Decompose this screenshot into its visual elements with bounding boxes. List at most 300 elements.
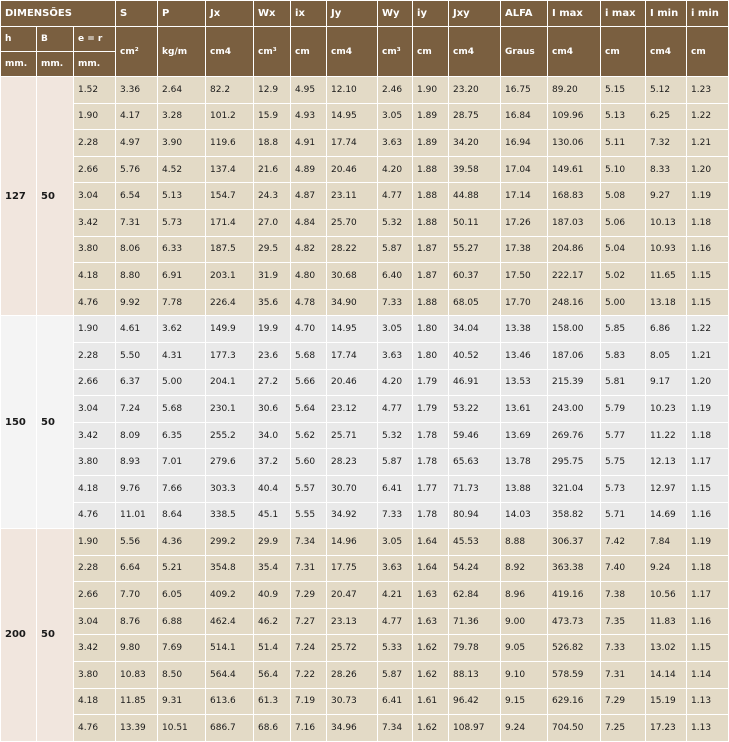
value-cell: 14.95 (327, 316, 377, 342)
value-cell: 8.33 (646, 157, 686, 183)
table-row (1, 210, 728, 236)
value-cell: 5.62 (291, 423, 326, 449)
value-cell: 6.86 (646, 316, 686, 342)
value-cell: 1.80 (413, 343, 448, 369)
value-cell: 4.80 (291, 263, 326, 289)
value-cell: 6.41 (378, 689, 412, 715)
value-cell: 303.3 (206, 476, 253, 502)
value-cell: 11.01 (116, 503, 157, 529)
value-cell: 7.69 (158, 635, 205, 661)
table-row (1, 423, 728, 449)
header-col-name: I min (646, 1, 686, 26)
value-cell: 514.1 (206, 635, 253, 661)
value-cell: 1.15 (687, 263, 728, 289)
value-cell: 8.88 (501, 529, 547, 555)
value-cell: 1.78 (413, 449, 448, 475)
value-cell: 1.88 (413, 157, 448, 183)
thickness-cell: 2.28 (74, 343, 115, 369)
value-cell: 53.22 (449, 396, 500, 422)
value-cell: 4.52 (158, 157, 205, 183)
value-cell: 11.85 (116, 689, 157, 715)
value-cell: 149.61 (548, 157, 600, 183)
value-cell: 10.23 (646, 396, 686, 422)
header-col-name: Jx (206, 1, 253, 26)
thickness-cell: 2.28 (74, 130, 115, 156)
value-cell: 3.63 (378, 556, 412, 582)
value-cell: 338.5 (206, 503, 253, 529)
value-cell: 2.64 (158, 77, 205, 103)
value-cell: 3.05 (378, 104, 412, 130)
thickness-cell: 3.80 (74, 449, 115, 475)
value-cell: 13.78 (501, 449, 547, 475)
value-cell: 14.14 (646, 662, 686, 688)
value-cell: 4.87 (291, 183, 326, 209)
header-col-unit: cm (601, 27, 645, 76)
value-cell: 7.27 (291, 609, 326, 635)
thickness-cell: 3.04 (74, 609, 115, 635)
value-cell: 16.84 (501, 104, 547, 130)
value-cell: 1.19 (687, 529, 728, 555)
value-cell: 23.11 (327, 183, 377, 209)
thickness-cell: 4.76 (74, 503, 115, 529)
value-cell: 4.21 (378, 582, 412, 608)
value-cell: 4.36 (158, 529, 205, 555)
value-cell: 89.20 (548, 77, 600, 103)
value-cell: 7.19 (291, 689, 326, 715)
value-cell: 7.33 (601, 635, 645, 661)
thickness-cell: 2.66 (74, 370, 115, 396)
header-col-unit: Graus (501, 27, 547, 76)
value-cell: 15.9 (254, 104, 290, 130)
table-row (1, 609, 728, 635)
value-cell: 16.75 (501, 77, 547, 103)
value-cell: 13.88 (501, 476, 547, 502)
value-cell: 3.63 (378, 343, 412, 369)
value-cell: 4.31 (158, 343, 205, 369)
header-h: h (1, 27, 36, 51)
value-cell: 13.69 (501, 423, 547, 449)
value-cell: 1.17 (687, 449, 728, 475)
value-cell: 34.90 (327, 290, 377, 316)
value-cell: 24.3 (254, 183, 290, 209)
thickness-cell: 4.76 (74, 290, 115, 316)
value-cell: 6.40 (378, 263, 412, 289)
table-row (1, 263, 728, 289)
thickness-cell: 4.18 (74, 689, 115, 715)
value-cell: 7.29 (601, 689, 645, 715)
value-cell: 6.37 (116, 370, 157, 396)
value-cell: 25.72 (327, 635, 377, 661)
value-cell: 187.06 (548, 343, 600, 369)
value-cell: 704.50 (548, 715, 600, 741)
value-cell: 14.96 (327, 529, 377, 555)
header-e: e = r (74, 27, 115, 51)
value-cell: 88.13 (449, 662, 500, 688)
value-cell: 7.78 (158, 290, 205, 316)
table-row (1, 449, 728, 475)
value-cell: 6.25 (646, 104, 686, 130)
value-cell: 30.6 (254, 396, 290, 422)
thickness-cell: 3.04 (74, 396, 115, 422)
value-cell: 187.03 (548, 210, 600, 236)
value-cell: 1.19 (687, 396, 728, 422)
value-cell: 6.91 (158, 263, 205, 289)
value-cell: 13.02 (646, 635, 686, 661)
value-cell: 9.05 (501, 635, 547, 661)
value-cell: 295.75 (548, 449, 600, 475)
table-row (1, 183, 728, 209)
header-col-unit: cm (413, 27, 448, 76)
value-cell: 23.12 (327, 396, 377, 422)
value-cell: 9.27 (646, 183, 686, 209)
value-cell: 14.69 (646, 503, 686, 529)
value-cell: 321.04 (548, 476, 600, 502)
value-cell: 564.4 (206, 662, 253, 688)
value-cell: 4.77 (378, 396, 412, 422)
value-cell: 4.77 (378, 609, 412, 635)
value-cell: 17.70 (501, 290, 547, 316)
value-cell: 7.38 (601, 582, 645, 608)
value-cell: 203.1 (206, 263, 253, 289)
header-unit-b: mm. (37, 52, 73, 76)
value-cell: 5.10 (601, 157, 645, 183)
value-cell: 5.08 (601, 183, 645, 209)
value-cell: 23.13 (327, 609, 377, 635)
value-cell: 3.28 (158, 104, 205, 130)
table-row (1, 582, 728, 608)
thickness-cell: 3.42 (74, 210, 115, 236)
value-cell: 23.6 (254, 343, 290, 369)
value-cell: 5.87 (378, 449, 412, 475)
table-row (1, 689, 728, 715)
value-cell: 13.38 (501, 316, 547, 342)
value-cell: 13.53 (501, 370, 547, 396)
value-cell: 12.9 (254, 77, 290, 103)
value-cell: 5.87 (378, 237, 412, 263)
value-cell: 5.55 (291, 503, 326, 529)
value-cell: 34.96 (327, 715, 377, 741)
thickness-cell: 2.66 (74, 582, 115, 608)
value-cell: 11.65 (646, 263, 686, 289)
value-cell: 306.37 (548, 529, 600, 555)
header-col-name: i min (687, 1, 728, 26)
value-cell: 5.85 (601, 316, 645, 342)
value-cell: 204.1 (206, 370, 253, 396)
value-cell: 5.06 (601, 210, 645, 236)
thickness-cell: 1.90 (74, 316, 115, 342)
value-cell: 5.21 (158, 556, 205, 582)
value-cell: 1.77 (413, 476, 448, 502)
value-cell: 7.24 (116, 396, 157, 422)
value-cell: 4.20 (378, 370, 412, 396)
table-row (1, 635, 728, 661)
value-cell: 215.39 (548, 370, 600, 396)
value-cell: 11.22 (646, 423, 686, 449)
value-cell: 54.24 (449, 556, 500, 582)
value-cell: 27.2 (254, 370, 290, 396)
table-row (1, 290, 728, 316)
table-row (1, 237, 728, 263)
value-cell: 40.4 (254, 476, 290, 502)
value-cell: 7.34 (291, 529, 326, 555)
value-cell: 109.96 (548, 104, 600, 130)
group-b-cell: 50 (37, 77, 73, 315)
value-cell: 8.96 (501, 582, 547, 608)
value-cell: 4.70 (291, 316, 326, 342)
value-cell: 5.02 (601, 263, 645, 289)
value-cell: 61.3 (254, 689, 290, 715)
header-col-unit: cm4 (327, 27, 377, 76)
value-cell: 7.01 (158, 449, 205, 475)
value-cell: 255.2 (206, 423, 253, 449)
value-cell: 187.5 (206, 237, 253, 263)
value-cell: 248.16 (548, 290, 600, 316)
value-cell: 1.63 (413, 582, 448, 608)
table-row (1, 343, 728, 369)
value-cell: 4.20 (378, 157, 412, 183)
value-cell: 6.33 (158, 237, 205, 263)
value-cell: 5.79 (601, 396, 645, 422)
value-cell: 299.2 (206, 529, 253, 555)
value-cell: 9.24 (646, 556, 686, 582)
table-row (1, 476, 728, 502)
value-cell: 1.64 (413, 529, 448, 555)
value-cell: 5.00 (601, 290, 645, 316)
value-cell: 130.06 (548, 130, 600, 156)
value-cell: 7.24 (291, 635, 326, 661)
value-cell: 19.9 (254, 316, 290, 342)
value-cell: 9.31 (158, 689, 205, 715)
value-cell: 1.88 (413, 210, 448, 236)
value-cell: 1.18 (687, 423, 728, 449)
header-col-unit: cm² (116, 27, 157, 76)
value-cell: 177.3 (206, 343, 253, 369)
value-cell: 46.2 (254, 609, 290, 635)
value-cell: 28.26 (327, 662, 377, 688)
value-cell: 1.90 (413, 77, 448, 103)
value-cell: 13.39 (116, 715, 157, 741)
value-cell: 1.78 (413, 423, 448, 449)
value-cell: 613.6 (206, 689, 253, 715)
value-cell: 4.84 (291, 210, 326, 236)
group-h-cell: 200 (1, 529, 36, 741)
value-cell: 8.05 (646, 343, 686, 369)
value-cell: 9.15 (501, 689, 547, 715)
value-cell: 1.87 (413, 263, 448, 289)
header-col-unit: cm4 (646, 27, 686, 76)
header-col-name: ix (291, 1, 326, 26)
value-cell: 1.80 (413, 316, 448, 342)
value-cell: 5.66 (291, 370, 326, 396)
value-cell: 10.13 (646, 210, 686, 236)
value-cell: 8.80 (116, 263, 157, 289)
value-cell: 101.2 (206, 104, 253, 130)
value-cell: 17.74 (327, 130, 377, 156)
value-cell: 5.76 (116, 157, 157, 183)
value-cell: 34.0 (254, 423, 290, 449)
value-cell: 68.05 (449, 290, 500, 316)
value-cell: 5.87 (378, 662, 412, 688)
header-col-unit: cm (291, 27, 326, 76)
value-cell: 20.47 (327, 582, 377, 608)
value-cell: 8.93 (116, 449, 157, 475)
value-cell: 4.93 (291, 104, 326, 130)
value-cell: 7.29 (291, 582, 326, 608)
value-cell: 8.50 (158, 662, 205, 688)
value-cell: 27.0 (254, 210, 290, 236)
value-cell: 25.71 (327, 423, 377, 449)
value-cell: 4.97 (116, 130, 157, 156)
value-cell: 226.4 (206, 290, 253, 316)
value-cell: 7.40 (601, 556, 645, 582)
value-cell: 7.22 (291, 662, 326, 688)
value-cell: 1.78 (413, 503, 448, 529)
header-col-unit: cm4 (449, 27, 500, 76)
thickness-cell: 1.90 (74, 529, 115, 555)
value-cell: 5.13 (158, 183, 205, 209)
value-cell: 28.22 (327, 237, 377, 263)
value-cell: 55.27 (449, 237, 500, 263)
value-cell: 20.46 (327, 157, 377, 183)
table-row (1, 529, 728, 555)
value-cell: 8.76 (116, 609, 157, 635)
value-cell: 50.11 (449, 210, 500, 236)
value-cell: 9.92 (116, 290, 157, 316)
value-cell: 4.95 (291, 77, 326, 103)
value-cell: 35.6 (254, 290, 290, 316)
value-cell: 5.04 (601, 237, 645, 263)
value-cell: 108.97 (449, 715, 500, 741)
value-cell: 5.33 (378, 635, 412, 661)
thickness-cell: 2.66 (74, 157, 115, 183)
value-cell: 462.4 (206, 609, 253, 635)
value-cell: 8.09 (116, 423, 157, 449)
value-cell: 10.83 (116, 662, 157, 688)
value-cell: 71.73 (449, 476, 500, 502)
value-cell: 7.31 (291, 556, 326, 582)
value-cell: 65.63 (449, 449, 500, 475)
value-cell: 79.78 (449, 635, 500, 661)
value-cell: 9.24 (501, 715, 547, 741)
value-cell: 358.82 (548, 503, 600, 529)
value-cell: 137.4 (206, 157, 253, 183)
value-cell: 3.63 (378, 130, 412, 156)
value-cell: 7.66 (158, 476, 205, 502)
value-cell: 7.35 (601, 609, 645, 635)
header-unit-e: mm. (74, 52, 115, 76)
value-cell: 5.83 (601, 343, 645, 369)
thickness-cell: 4.18 (74, 263, 115, 289)
value-cell: 4.77 (378, 183, 412, 209)
value-cell: 3.36 (116, 77, 157, 103)
value-cell: 12.10 (327, 77, 377, 103)
value-cell: 3.05 (378, 316, 412, 342)
value-cell: 3.90 (158, 130, 205, 156)
value-cell: 1.15 (687, 635, 728, 661)
header-col-unit: cm4 (206, 27, 253, 76)
value-cell: 17.26 (501, 210, 547, 236)
value-cell: 30.70 (327, 476, 377, 502)
value-cell: 34.20 (449, 130, 500, 156)
value-cell: 10.51 (158, 715, 205, 741)
value-cell: 154.7 (206, 183, 253, 209)
group-h-cell: 127 (1, 77, 36, 315)
value-cell: 5.75 (601, 449, 645, 475)
value-cell: 7.70 (116, 582, 157, 608)
value-cell: 25.70 (327, 210, 377, 236)
header-unit-h: mm. (1, 52, 36, 76)
value-cell: 1.20 (687, 157, 728, 183)
value-cell: 51.4 (254, 635, 290, 661)
value-cell: 279.6 (206, 449, 253, 475)
value-cell: 5.56 (116, 529, 157, 555)
table-row (1, 130, 728, 156)
value-cell: 1.79 (413, 370, 448, 396)
value-cell: 6.88 (158, 609, 205, 635)
value-cell: 17.14 (501, 183, 547, 209)
table-row (1, 157, 728, 183)
value-cell: 46.91 (449, 370, 500, 396)
thickness-cell: 1.90 (74, 104, 115, 130)
value-cell: 68.6 (254, 715, 290, 741)
value-cell: 9.76 (116, 476, 157, 502)
value-cell: 7.31 (116, 210, 157, 236)
value-cell: 1.13 (687, 689, 728, 715)
thickness-cell: 3.80 (74, 237, 115, 263)
value-cell: 119.6 (206, 130, 253, 156)
value-cell: 1.88 (413, 290, 448, 316)
value-cell: 35.4 (254, 556, 290, 582)
value-cell: 12.13 (646, 449, 686, 475)
value-cell: 28.23 (327, 449, 377, 475)
thickness-cell: 3.04 (74, 183, 115, 209)
value-cell: 473.73 (548, 609, 600, 635)
value-cell: 15.19 (646, 689, 686, 715)
value-cell: 40.9 (254, 582, 290, 608)
value-cell: 13.18 (646, 290, 686, 316)
value-cell: 5.81 (601, 370, 645, 396)
value-cell: 40.52 (449, 343, 500, 369)
value-cell: 1.16 (687, 609, 728, 635)
value-cell: 363.38 (548, 556, 600, 582)
value-cell: 1.20 (687, 370, 728, 396)
value-cell: 6.54 (116, 183, 157, 209)
value-cell: 9.00 (501, 609, 547, 635)
value-cell: 1.62 (413, 715, 448, 741)
value-cell: 1.62 (413, 662, 448, 688)
value-cell: 60.37 (449, 263, 500, 289)
header-col-name: Wx (254, 1, 290, 26)
value-cell: 1.18 (687, 210, 728, 236)
value-cell: 17.50 (501, 263, 547, 289)
header-dimensoes: DIMENSÕES (1, 1, 115, 26)
value-cell: 526.82 (548, 635, 600, 661)
value-cell: 28.75 (449, 104, 500, 130)
header-col-name: P (158, 1, 205, 26)
value-cell: 18.8 (254, 130, 290, 156)
value-cell: 34.92 (327, 503, 377, 529)
value-cell: 16.94 (501, 130, 547, 156)
header-col-unit: cm4 (548, 27, 600, 76)
value-cell: 5.57 (291, 476, 326, 502)
value-cell: 9.17 (646, 370, 686, 396)
value-cell: 96.42 (449, 689, 500, 715)
value-cell: 31.9 (254, 263, 290, 289)
table-row (1, 662, 728, 688)
value-cell: 230.1 (206, 396, 253, 422)
value-cell: 11.83 (646, 609, 686, 635)
value-cell: 168.83 (548, 183, 600, 209)
